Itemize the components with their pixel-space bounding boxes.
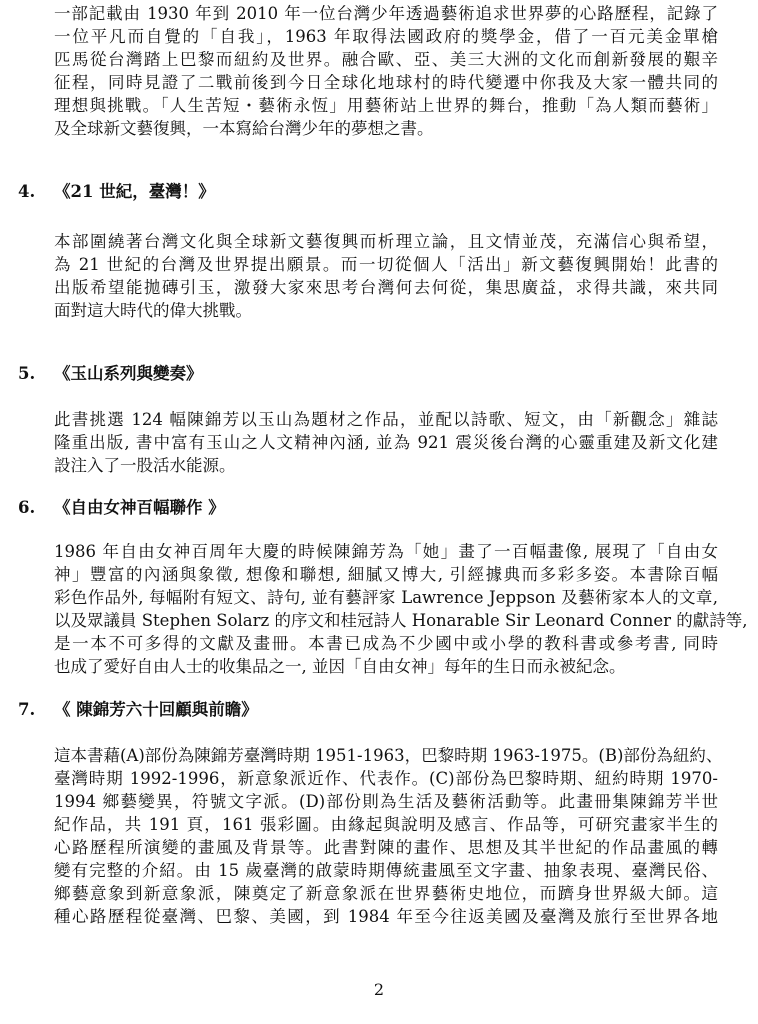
paragraph-line: 種心路歷程從臺灣、巴黎、美國，到 1984 年至今往返美國及臺灣及旅行至世界各地	[54, 907, 718, 926]
paragraph-line: 這本書藉(A)部份為陳錦芳臺灣時期 1951-1963，巴黎時期 1963-1975。(B)部份為紐約、	[54, 746, 723, 765]
paragraph-line: 此書挑選 124 幅陳錦芳以玉山為題材之作品，並配以詩歌、短文，由「新觀念」雜誌	[54, 410, 718, 429]
paragraph-line: 一部記載由 1930 年到 2010 年一位台灣少年透過藝術追求世界夢的心路歷程，記錄了	[54, 4, 718, 23]
paragraph-line: 征程，同時見證了二戰前後到今日全球化地球村的時代變遷中你我及大家一體共同的	[54, 73, 718, 92]
section-title: 《 陳錦芳六十回顧與前瞻》	[54, 700, 258, 719]
section-number: 5.	[18, 364, 36, 383]
paragraph-line: 神」豐富的內涵與象徵, 想像和聯想, 細膩又博大, 引經據典而多彩多姿。本書除百幅	[54, 565, 718, 584]
section-5-paragraph	[54, 408, 718, 477]
section-title: 《自由女神百幅聯作 》	[54, 498, 225, 517]
section-6-heading	[18, 496, 225, 520]
paragraph-line: 匹馬從台灣踏上巴黎而紐約及世界。融合歐、亞、美三大洲的文化而創新發展的艱辛	[54, 50, 718, 69]
paragraph-line: 彩色作品外, 每幅附有短文、詩句, 並有藝評家 Lawrence Jeppson 及藝術家本人的文章,	[54, 588, 718, 607]
paragraph-line: 心路歷程所演變的畫風及背景等。此書對陳的畫作、思想及其半世紀的作品畫風的轉	[54, 838, 718, 857]
paragraph-line: 面對這大時代的偉大挑戰。	[54, 301, 252, 320]
paragraph-line: 一位平凡而自覺的「自我」，1963 年取得法國政府的獎學金，借了一百元美金單槍	[54, 27, 718, 46]
section-5-heading	[18, 362, 203, 386]
paragraph-line: 理想與挑戰。「人生苦短・藝術永恆」用藝術站上世界的舞台，推動「為人類而藝術」	[54, 96, 718, 115]
paragraph-line: 1994 鄉藝變異，符號文字派。(D)部份則為生活及藝術活動等。此畫冊集陳錦芳半世	[54, 792, 718, 811]
intro-paragraph	[54, 2, 718, 140]
paragraph-line: 為 21 世紀的台灣及世界提出願景。而一切從個人「活出」新文藝復興開始！此書的	[54, 255, 718, 274]
paragraph-line: 1986 年自由女神百周年大慶的時候陳錦芳為「她」畫了一百幅畫像, 展現了「自由女	[54, 542, 718, 561]
section-title: 《玉山系列與變奏》	[54, 364, 203, 383]
paragraph-line: 及全球新文藝復興，一本寫給台灣少年的夢想之書。	[54, 119, 434, 138]
paragraph-line: 臺灣時期 1992-1996，新意象派近作、代表作。(C)部份為巴黎時期、紐約時期 1970-	[54, 769, 718, 788]
section-number: 7.	[18, 700, 36, 719]
section-6-paragraph	[54, 540, 748, 678]
section-number: 6.	[18, 498, 36, 517]
paragraph-line: 鄉藝意象到新意象派，陳奠定了新意象派在世界藝術史地位，而躋身世界級大師。這	[54, 884, 718, 903]
section-title: 《21 世紀，臺灣！》	[54, 182, 215, 201]
paragraph-line: 本部圍繞著台灣文化與全球新文藝復興而析理立論，且文情並茂，充滿信心與希望，	[54, 232, 718, 251]
paragraph-line: 出版希望能拋磚引玉，激發大家來思考台灣何去何從，集思廣益，求得共識，來共同	[54, 278, 718, 297]
section-number: 4.	[18, 182, 36, 201]
paragraph-line: 以及眾議員 Stephen Solarz 的序文和桂冠詩人 Honarable Sir Leonard Conner 的獻詩等,	[54, 611, 748, 630]
paragraph-line: 是一本不可多得的文獻及畫冊。本書已成為不少國中或小學的教科書或參考書, 同時	[54, 634, 718, 653]
page-number: 2	[373, 980, 385, 999]
paragraph-line: 紀作品，共 191 頁，161 張彩圖。由緣起與說明及感言、作品等，可研究畫家半生的	[54, 815, 718, 834]
paragraph-line: 設注入了一股活水能源。	[54, 456, 236, 475]
section-7-heading	[18, 698, 258, 722]
section-4-paragraph	[54, 230, 718, 322]
paragraph-line: 變有完整的介紹。由 15 歲臺灣的啟蒙時期傳統畫風至文字畫、抽象表現、臺灣民俗、	[54, 861, 718, 880]
section-7-paragraph	[54, 744, 723, 928]
paragraph-line: 也成了愛好自由人士的收集品之一, 並因「自由女神」每年的生日而永被紀念。	[54, 657, 626, 676]
paragraph-line: 隆重出版, 書中富有玉山之人文精神內涵, 並為 921 震災後台灣的心靈重建及新文化建	[54, 433, 718, 452]
section-4-heading	[18, 180, 215, 204]
